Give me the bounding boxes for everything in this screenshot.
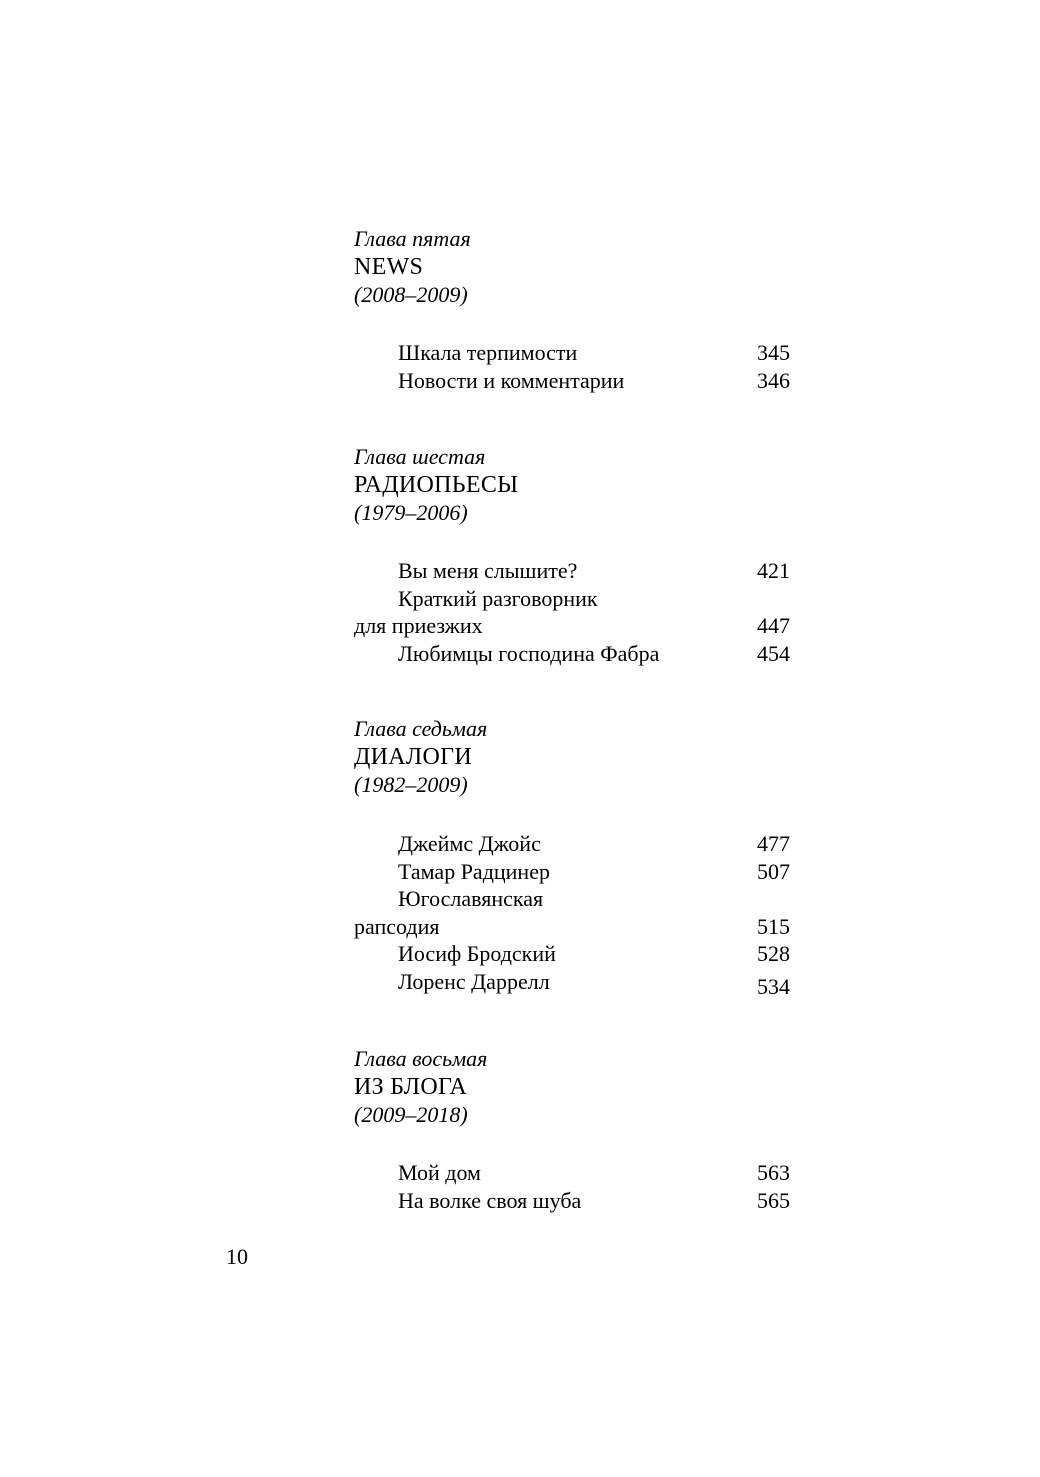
chapter-label: Глава шестая: [354, 444, 486, 469]
toc-entry-title: Тамар Радцинер: [398, 858, 550, 884]
toc-entry-page: 515: [757, 913, 790, 939]
toc-entry: [354, 640, 790, 668]
toc-entry: [354, 885, 790, 940]
toc-entry-title-continuation: для приезжих: [354, 613, 483, 638]
chapter-title: ДИАЛОГИ: [354, 744, 472, 770]
toc-entry: [354, 367, 790, 395]
toc-entry: [354, 339, 790, 367]
toc-entry-title: Лоренс Даррелл: [398, 968, 550, 994]
page-number: 10: [226, 1244, 248, 1269]
toc-entry-title: Вы меня слышите?: [398, 558, 578, 583]
chapter-entries: [354, 1159, 794, 1214]
chapter-title: РАДИОПЬЕСЫ: [354, 472, 519, 498]
toc-entry: [354, 1187, 790, 1215]
toc-entry-title: Югославянская: [398, 886, 544, 911]
toc-entry-title: На волке своя шуба: [398, 1187, 582, 1213]
chapter-entries: [354, 557, 794, 667]
toc-entry-page: 565: [757, 1187, 790, 1213]
toc-entry-page: 454: [757, 640, 790, 666]
chapter-label: Глава седьмая: [354, 716, 488, 741]
toc-entry: [354, 585, 790, 640]
toc-entry: [354, 940, 790, 968]
toc-entry-page: 528: [757, 941, 790, 966]
toc-entry-title: Новости и комментарии: [398, 367, 625, 393]
toc-entry-title: Любимцы господина Фабра: [398, 640, 660, 666]
chapter-entries: [354, 830, 794, 999]
chapter-seven: [354, 715, 794, 999]
toc-entry-page: 507: [757, 858, 790, 884]
toc-entry: [354, 830, 790, 858]
chapter-years: (2008–2009): [354, 282, 468, 307]
chapter-five: [354, 225, 794, 393]
toc-entry-title: Краткий разговорник: [398, 585, 598, 611]
chapter-eight: [354, 1045, 794, 1213]
chapter-title: ИЗ БЛОГА: [354, 1074, 468, 1100]
toc-entry-title: Мой дом: [398, 1160, 481, 1185]
toc-entry-title: Иосиф Бродский: [398, 941, 556, 966]
toc-entry-page: 534: [757, 973, 790, 999]
toc-entry: [354, 858, 790, 886]
toc-entry-title: Джеймс Джойс: [398, 831, 541, 856]
toc-entry-title-continuation: рапсодия: [354, 913, 440, 939]
toc-entry-title: Шкала терпимости: [398, 340, 578, 365]
toc-entry-page: 421: [757, 558, 790, 583]
chapter-label: Глава восьмая: [354, 1046, 488, 1071]
chapter-entries: [354, 339, 794, 394]
toc-entry-page: 563: [757, 1160, 790, 1185]
toc-entry: [354, 1159, 790, 1187]
toc-entry: [354, 557, 790, 585]
chapter-label: Глава пятая: [354, 226, 471, 251]
chapter-years: (1982–2009): [354, 772, 468, 797]
toc-entry-page: 477: [757, 831, 790, 856]
toc-entry: [354, 968, 790, 999]
chapter-years: (2009–2018): [354, 1102, 468, 1127]
toc-entry-page: 345: [757, 340, 790, 365]
toc-entry-page: 447: [757, 613, 790, 638]
chapter-years: (1979–2006): [354, 500, 468, 525]
chapter-six: [354, 443, 794, 666]
chapter-title: NEWS: [354, 254, 424, 280]
toc-entry-page: 346: [757, 367, 790, 393]
